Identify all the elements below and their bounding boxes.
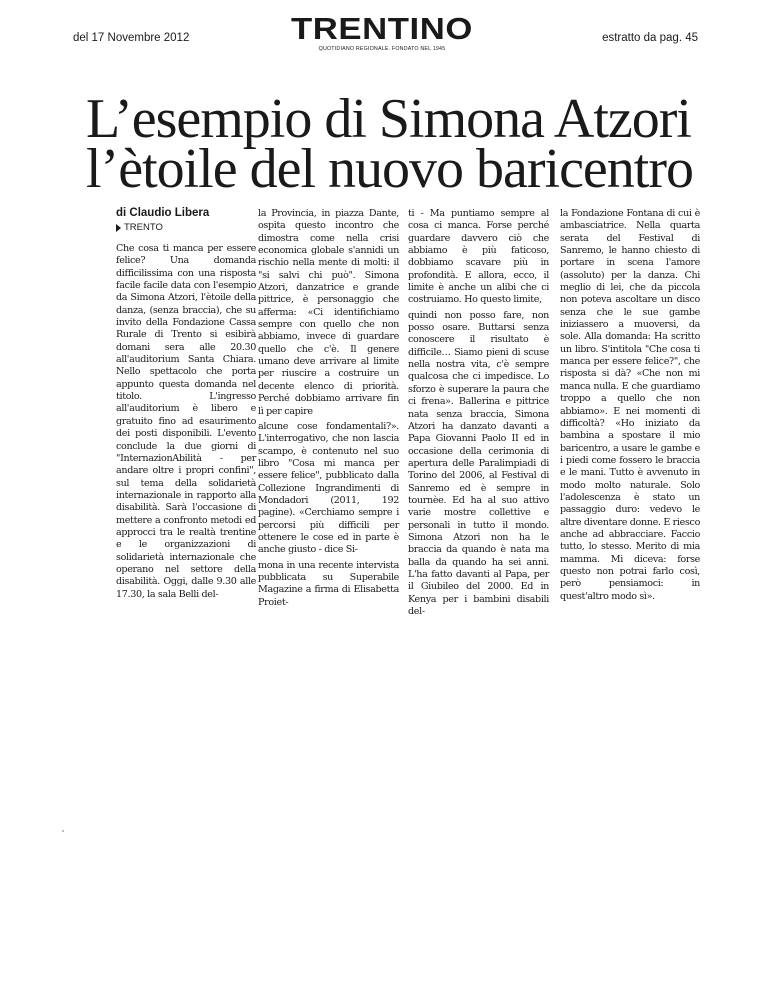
headline-line-2: l’ètoile del nuovo baricentro	[86, 138, 693, 200]
paragraph: alcune cose fondamentali?». L'interrogativo, che non lascia scampo, è contenuto nel suo libro "Cosa mi manca per essere felice", pubblicato dalla Collezione Ingrandimenti di Mondadori (2011, 192 pagine). «Cerchiamo sempre i percorsi più difficili per ottenere le cose ed in parte è anche giusto - dice Si-	[258, 420, 399, 556]
paragraph: quindi non posso fare, non posso osare. Buttarsi senza conoscere il risultato è difficile… Siamo pieni di scuse nella nostra vita, c'è sempre qualcosa che ci impedisce. Lo sforzo è superare la paura che ci frena». Ballerina e pittrice nata senza braccia, Simona Atzori ha danzato davanti a Papa Giovanni Paolo II ed in occasione della cerimonia di apertura delle Paralimpiadi di Torino del 2006, al Festival di Sanremo ed è sempre in tournèe. Ed ha al suo attivo varie mostre collettive e personali in tutto il mondo. Simona Atzori non ha le braccia da quando è nata ma balla da quando ha sei anni. L'ha fatto davanti al Papa, per il Giubileo del 2000. Ed in Kenya per i bambini disabili del-	[408, 309, 549, 617]
paragraph: la Fondazione Fontana di cui è ambasciatrice. Nella quarta serata del Festival di Sanremo, le hanno chiesto di portare in scena l'amore (assoluto) per la danza. Chi meglio di lei, che da piccola non poteva ascoltare un disco senza che le sue gambe iniziassero a muoversi, da sole. Alla domanda: Ha scritto un libro. S'intitola "Che cosa ti manca per essere felice?", che risposta si dà? «Che non mi manca nulla. E che guardiamo troppo a quello che non abbiamo». E nei momenti di difficoltà? «Ho iniziato da bambina a spostare il mio baricentro, a usare le gambe e i piedi come fossero le braccia e le mani. Tutto è avvenuto in modo molto naturale. Solo l'adolescenza è stato un passaggio duro: vedevo le altre diventare donne. E riesco anche ad abbracciare. Faccio tutto, lo stesso. Merito di mia mamma. Mi diceva: forse questo non potrai farlo così, però pensiamoci: in quest'altro modo sì».	[560, 208, 700, 602]
paragraph: Che cosa ti manca per essere felice? Una domanda difficilissima con una risposta facile facile data con l'esempio da Simona Atzori, l'ètoile della danza, (senza braccia), che su invito della Fondazione Cassa Rurale di Trento si esibirà domani sera alle 20.30 all'auditorium Santa Chiara. Nello spettacolo che porta appunto questa domanda nel titolo. L'ingresso all'auditorium è libero e gratuito fino ad esaurimento dei posti disponibili. L'evento conclude la due giorni di "InternazionAbilità - per andare oltre i propri confini", sul tema della solidarietà internazionale in rapporto alla disabilità. Sarà l'occasione di mettere a confronto metodi ed approcci tra le realtà trentine e le organizzazioni di solidarietà internazionale che operano nel settore della disabilità. Oggi, dalle 9.30 alle 17.30, la sala Belli del-	[116, 243, 256, 600]
newspaper-masthead	[291, 11, 473, 52]
masthead-logo: TRENTINO	[291, 11, 473, 46]
edition-date: del 17 Novembre 2012	[73, 32, 190, 44]
dateline-city: TRENTO	[124, 222, 163, 233]
scan-speck	[62, 830, 64, 832]
triangle-bullet-icon	[116, 224, 121, 232]
paragraph: la Provincia, in piazza Dante, ospita questo incontro che dimostra come nella crisi economica globale s'annidi un rischio nella mente di molti: il "si salvi chi può". Simona Atzori, danzatrice e grande pittrice, è personaggio che afferma: «Ci identifichiamo sempre con quello che non abbiamo, invece di guardare quello che c'è. Il genere umano deve arrivare al limite per riuscire a costruire un decente elenco di priorità. Perché dobbiamo arrivare fin lì per capire	[258, 208, 399, 417]
article-headline	[86, 88, 726, 200]
headline-line-1: L’esempio di Simona Atzori	[86, 88, 691, 150]
article-column-4	[560, 208, 700, 603]
paragraph: mona in una recente intervista pubblicata su Superabile Magazine a firma di Elisabetta Proiet-	[258, 559, 399, 608]
article-column-1	[116, 243, 256, 601]
byline: di Claudio Libera	[116, 207, 210, 219]
masthead-tagline: QUOTIDIANO REGIONALE. FONDATO NEL 1945	[318, 46, 446, 52]
dateline	[116, 222, 163, 233]
article-column-2	[258, 208, 399, 609]
article-column-3	[408, 208, 549, 618]
paragraph: ti - Ma puntiamo sempre al cosa ci manca. Forse perché guardare davvero ciò che abbiamo è più faticoso, dobbiamo scavare più in profondità. E allora, ecco, il limite è anche un alibi che ci costruiamo. Ho questo limite,	[408, 208, 549, 306]
extract-page-note: estratto da pag. 45	[602, 32, 698, 44]
